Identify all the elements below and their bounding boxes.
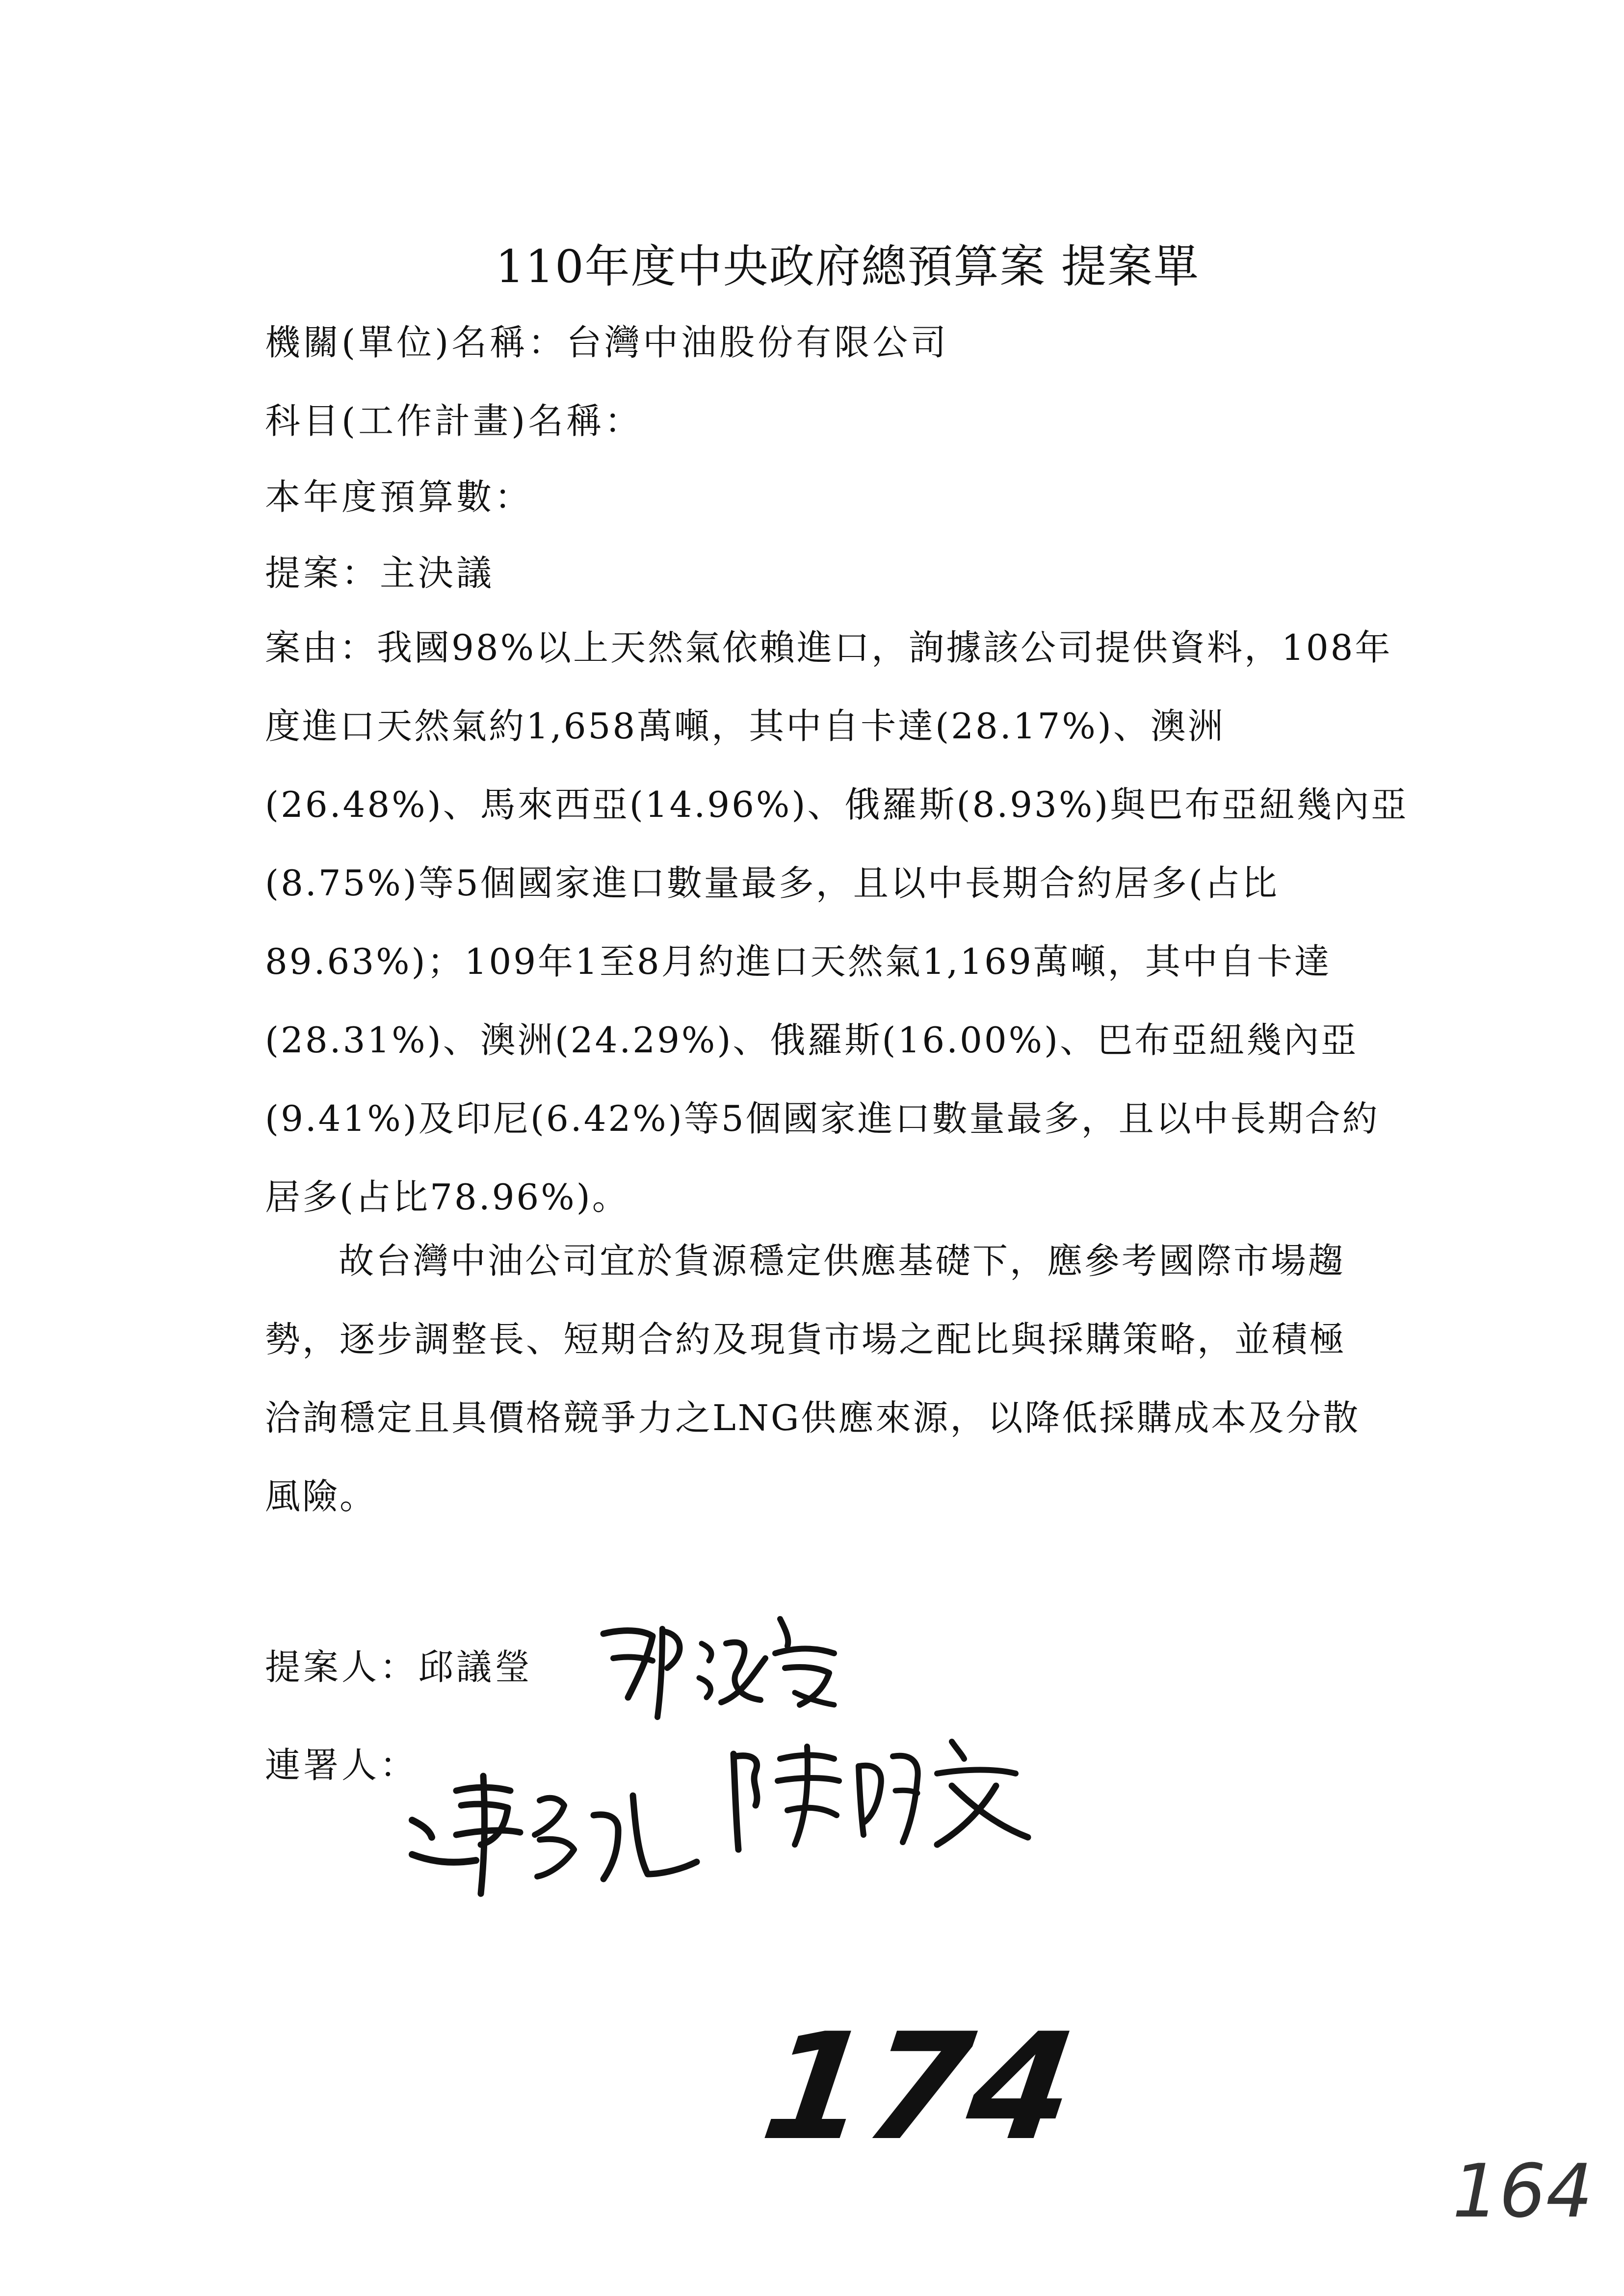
page-number: 164 (1452, 2149, 1593, 2234)
budget-amount-field: 本年度預算數： (265, 476, 533, 518)
reason-line: 案由：我國98%以上天然氣依賴進口，詢據該公司提供資料，108年 (265, 627, 1392, 668)
paragraph-line: 風險。 (265, 1476, 377, 1517)
stamp-number: 174 (753, 2002, 1085, 2173)
proposer-label: 提案人：邱議瑩 (265, 1646, 533, 1688)
program-name-field: 科目(工作計畫)名稱： (265, 400, 643, 442)
reason-line: 89.63%)；109年1至8月約進口天然氣1,169萬噸，其中自卡達 (265, 941, 1332, 982)
reason-line: (8.75%)等5個國家進口數量最多，且以中長期合約居多(占比 (265, 862, 1279, 904)
reason-line: (26.48%)、馬來西亞(14.96%)、俄羅斯(8.93%)與巴布亞紐幾內亞 (265, 784, 1409, 825)
document-title: 110年度中央政府總預算案 提案單 (496, 240, 1200, 293)
reason-line: (28.31%)、澳洲(24.29%)、俄羅斯(16.00%)、巴布亞紐幾內亞 (265, 1019, 1359, 1061)
cosigner-signature-2 (721, 1732, 1035, 1859)
reason-line: (9.41%)及印尼(6.42%)等5個國家進口數量最多，且以中長期合約 (265, 1098, 1380, 1139)
reason-line: 度進口天然氣約1,658萬噸，其中自卡達(28.17%)、澳洲 (265, 705, 1225, 747)
paragraph-line: 勢，逐步調整長、短期合約及現貨市場之配比與採購策略，並積極 (265, 1319, 1347, 1360)
paragraph-line: 洽詢穩定且具價格競爭力之LNG供應來源，以降低採購成本及分散 (265, 1397, 1361, 1438)
agency-name-field: 機關(單位)名稱：台灣中油股份有限公司 (265, 322, 949, 363)
proposal-type-field: 提案：主決議 (265, 552, 495, 594)
recommendation-paragraph (265, 1222, 1408, 1536)
cosigner-signature-1 (402, 1756, 707, 1913)
reason-line: 居多(占比78.96%)。 (265, 1176, 629, 1218)
reason-section (265, 608, 1408, 1236)
paragraph-line: 故台灣中油公司宜於貨源穩定供應基礎下，應參考國際市場趨 (339, 1240, 1346, 1281)
proposer-signature (589, 1599, 844, 1747)
cosigner-label: 連署人： (265, 1745, 419, 1786)
